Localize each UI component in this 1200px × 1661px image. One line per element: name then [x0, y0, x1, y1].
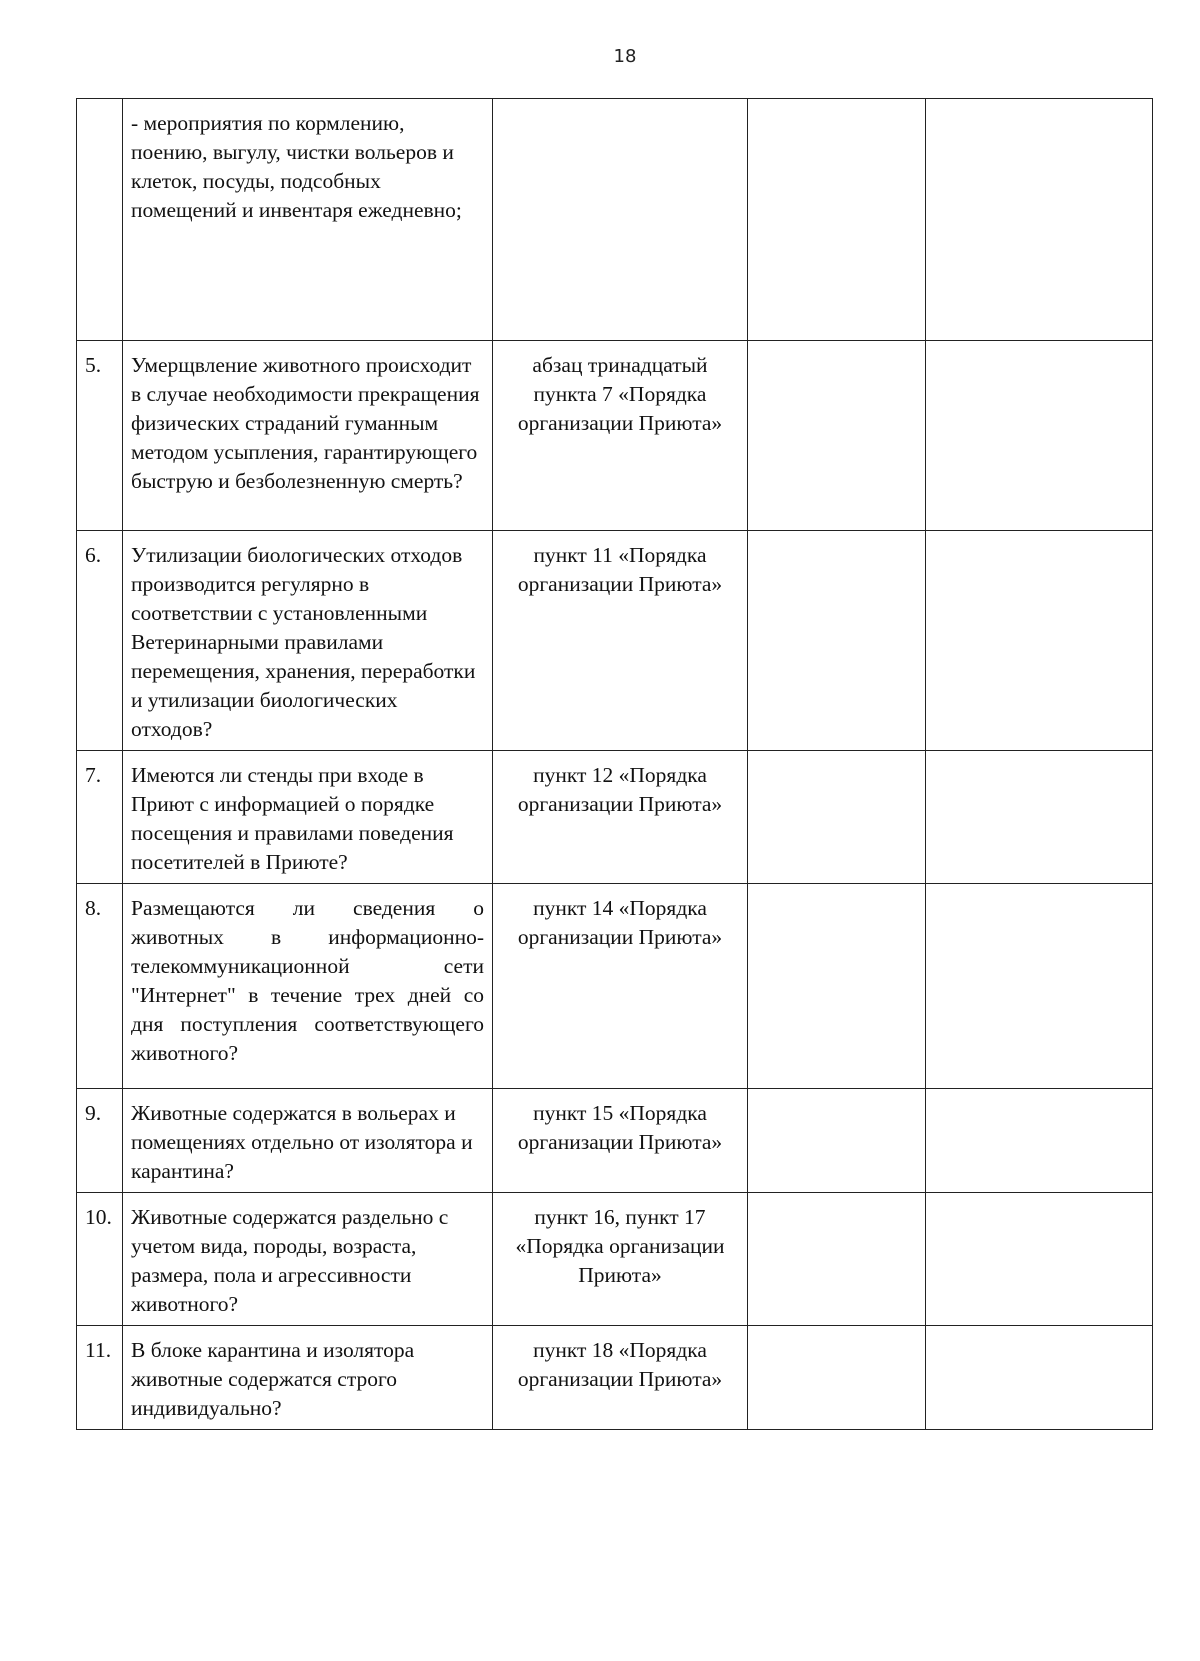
reference-cell: пункт 14 «Порядка организации Приюта» [493, 884, 748, 1089]
reference-cell: пункт 18 «Порядка организации Приюта» [493, 1326, 748, 1430]
answer-cell [748, 1089, 926, 1193]
row-number-cell [77, 99, 123, 341]
checklist-table [76, 98, 1153, 1430]
answer-cell [748, 99, 926, 341]
notes-cell [926, 884, 1153, 1089]
notes-cell [926, 1326, 1153, 1430]
answer-cell [748, 1326, 926, 1430]
row-number-cell: 10. [77, 1193, 123, 1326]
requirement-cell: Утилизации биологических отходов производится регулярно в соответствии с установленными Ветеринарными правилами перемещения, хранения, переработки и утилизации биологических отходов? [123, 531, 493, 751]
requirement-cell: Имеются ли стенды при входе в Приют с информацией о порядке посещения и правилами поведения посетителей в Приюте? [123, 751, 493, 884]
table-row [77, 99, 1153, 341]
notes-cell [926, 1089, 1153, 1193]
notes-cell [926, 531, 1153, 751]
requirement-cell: Размещаются ли сведения о животных в информационно-телекоммуникационной сети "Интернет" в течение трех дней со дня поступления соответствующего животного? [123, 884, 493, 1089]
notes-cell [926, 1193, 1153, 1326]
requirement-cell: Животные содержатся в вольерах и помещениях отдельно от изолятора и карантина? [123, 1089, 493, 1193]
page-number: 18 [613, 46, 637, 67]
row-number-cell: 9. [77, 1089, 123, 1193]
table-row [77, 1089, 1153, 1193]
answer-cell [748, 884, 926, 1089]
reference-cell [493, 99, 748, 341]
row-number-cell: 5. [77, 341, 123, 531]
requirement-cell: Животные содержатся раздельно с учетом вида, породы, возраста, размера, пола и агрессивности животного? [123, 1193, 493, 1326]
row-number-cell: 6. [77, 531, 123, 751]
row-number-cell: 8. [77, 884, 123, 1089]
reference-cell: пункт 11 «Порядка организации Приюта» [493, 531, 748, 751]
requirement-cell: - мероприятия по кормлению, поению, выгулу, чистки вольеров и клеток, посуды, подсобных помещений и инвентаря ежедневно; [123, 99, 493, 341]
answer-cell [748, 1193, 926, 1326]
reference-cell: пункт 15 «Порядка организации Приюта» [493, 1089, 748, 1193]
table-row [77, 531, 1153, 751]
requirement-cell: Умерщвление животного происходит в случае необходимости прекращения физических страданий гуманным методом усыпления, гарантирующего быструю и безболезненную смерть? [123, 341, 493, 531]
table-row [77, 884, 1153, 1089]
answer-cell [748, 341, 926, 531]
table-row [77, 1193, 1153, 1326]
answer-cell [748, 751, 926, 884]
notes-cell [926, 99, 1153, 341]
reference-cell: абзац тринадцатый пункта 7 «Порядка организации Приюта» [493, 341, 748, 531]
table-row [77, 1326, 1153, 1430]
row-number-cell: 11. [77, 1326, 123, 1430]
requirement-cell: В блоке карантина и изолятора животные содержатся строго индивидуально? [123, 1326, 493, 1430]
notes-cell [926, 751, 1153, 884]
table-row [77, 751, 1153, 884]
reference-cell: пункт 12 «Порядка организации Приюта» [493, 751, 748, 884]
reference-cell: пункт 16, пункт 17 «Порядка организации Приюта» [493, 1193, 748, 1326]
answer-cell [748, 531, 926, 751]
row-number-cell: 7. [77, 751, 123, 884]
table-row [77, 341, 1153, 531]
notes-cell [926, 341, 1153, 531]
